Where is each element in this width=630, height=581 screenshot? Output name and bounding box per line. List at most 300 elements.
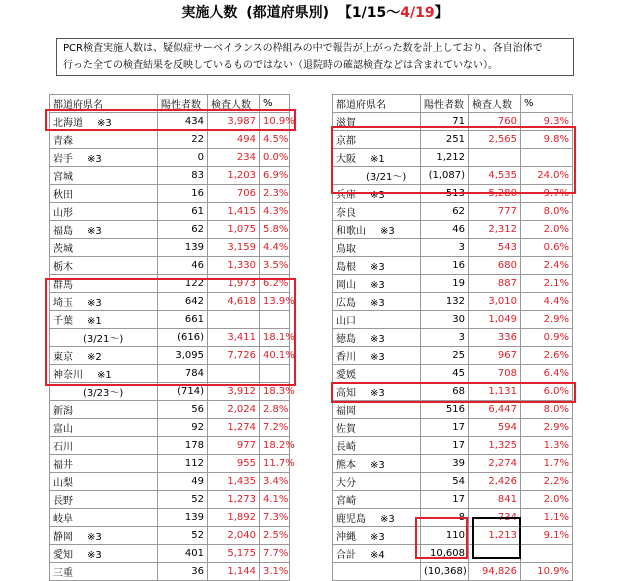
positive-count-cell: 22 [158,131,208,149]
prefecture-name: 熊本 [336,460,356,471]
positive-count-cell: 39 [421,455,469,473]
positive-count-cell: 178 [158,437,208,455]
positive-count-cell: 10,608 [421,545,469,563]
positive-count-cell: 434 [158,113,208,131]
test-count-cell: 955 [208,455,260,473]
prefecture-name: 香川 [336,352,356,363]
prefecture-cell [333,527,421,545]
table-row [50,545,290,563]
prefecture-cell [333,491,421,509]
prefecture-cell [50,437,158,455]
positive-count-cell: (10,368) [421,563,469,581]
table-row [333,239,573,257]
prefecture-cell [50,401,158,419]
prefecture-name: 京都 [336,136,356,147]
positive-count-cell: 8 [421,509,469,527]
note-line-2: 行った全ての検査結果を反映しているものではない（退院時の確認検査などは含まれていない）。 [63,60,498,71]
positive-count-cell: 784 [158,365,208,383]
prefecture-name: 兵庫 [336,190,356,201]
table-row [333,401,573,419]
test-count-cell: 2,565 [469,131,521,149]
header-cell: 都道府県名 [333,95,421,113]
prefecture-name: 静岡 [53,532,73,543]
prefecture-name: 新潟 [53,406,73,417]
table-row [50,203,290,221]
test-count-cell: 967 [469,347,521,365]
positive-count-cell: 513 [421,185,469,203]
percent-cell: 2.8% [260,401,290,419]
percent-cell: 7.3% [260,509,290,527]
prefecture-name: 高知 [336,388,356,399]
footnote-mark: ※3 [87,154,102,165]
header-cell: % [521,95,573,113]
positive-count-cell: 92 [158,419,208,437]
prefecture-name: 鹿児島 [336,514,366,525]
test-count-cell: 1,435 [208,473,260,491]
percent-cell: 3.4% [260,473,290,491]
positive-count-cell: (714) [158,383,208,401]
table-row [333,329,573,347]
positive-count-cell: 49 [158,473,208,491]
prefecture-name: 東京 [53,352,73,363]
footnote-mark: ※3 [370,532,385,543]
prefecture-name: 茨城 [53,244,73,255]
prefecture-name: 山形 [53,208,73,219]
footnote-mark: ※3 [370,280,385,291]
table-row [50,419,290,437]
footnote-mark: ※1 [97,370,112,381]
percent-cell [521,545,573,563]
footnote-mark: ※3 [370,298,385,309]
percent-cell: 4.1% [260,491,290,509]
test-count-cell: 1,330 [208,257,260,275]
prefecture-cell [50,167,158,185]
percent-cell: 8.0% [521,401,573,419]
table-row [333,311,573,329]
test-count-cell: 3,987 [208,113,260,131]
footnote-mark: ※1 [87,316,102,327]
header-cell: 都道府県名 [50,95,158,113]
prefecture-cell [50,221,158,239]
table-row [50,491,290,509]
positive-count-cell: 54 [421,473,469,491]
test-count-cell: 5,175 [208,545,260,563]
test-count-cell: 234 [208,149,260,167]
percent-cell: 11.7% [260,455,290,473]
test-count-cell: 887 [469,275,521,293]
percent-cell: 3.5% [260,257,290,275]
highlight-kansai-group [331,126,576,194]
prefecture-cell [50,509,158,527]
prefecture-cell [50,419,158,437]
prefecture-name: 三重 [53,568,73,579]
test-count-cell: 1,325 [469,437,521,455]
positive-count-cell: 62 [158,221,208,239]
prefecture-cell [333,455,421,473]
table-row [50,563,290,581]
positive-count-cell: 251 [421,131,469,149]
positive-count-cell: 17 [421,419,469,437]
positive-count-cell: (1,087) [421,167,469,185]
prefecture-cell [333,311,421,329]
prefecture-cell [50,257,158,275]
prefecture-name: 山口 [336,316,356,327]
prefecture-name: 群馬 [53,280,73,291]
test-count-cell: 4,618 [208,293,260,311]
test-count-cell: 94,826 [469,563,521,581]
note-line-1: PCR検査実施人数は、疑似症サーベイランスの枠組みの中で報告が上がった数を計上しており、各自治体で [63,43,543,54]
table-row [333,455,573,473]
title-main: 実施人数 [181,5,238,21]
positive-count-cell: 83 [158,167,208,185]
percent-cell: 6.2% [260,275,290,293]
prefecture-name: 大分 [336,478,356,489]
percent-cell: 6.0% [521,383,573,401]
header-cell: % [260,95,290,113]
positive-count-cell: 3,095 [158,347,208,365]
positive-count-cell: 36 [158,563,208,581]
prefecture-name: 徳島 [336,334,356,345]
positive-count-cell: 112 [158,455,208,473]
highlight-hokkaido [45,109,296,131]
positive-count-cell: 110 [421,527,469,545]
prefecture-name: 広島 [336,298,356,309]
prefecture-cell [333,545,421,563]
positive-count-cell: (616) [158,329,208,347]
positive-count-cell: 30 [421,311,469,329]
test-count-cell: 734 [469,509,521,527]
test-count-cell: 1,213 [469,527,521,545]
positive-count-cell: 25 [421,347,469,365]
percent-cell: 5.8% [260,221,290,239]
positive-count-cell: 122 [158,275,208,293]
percent-cell: 18.1% [260,329,290,347]
test-count-cell: 3,912 [208,383,260,401]
prefecture-cell [333,293,421,311]
positive-count-cell: 661 [158,311,208,329]
prefecture-name: 福岡 [336,406,356,417]
percent-cell: 7.7% [260,545,290,563]
footnote-mark: ※1 [370,154,385,165]
test-count-cell: 1,415 [208,203,260,221]
table-row [50,527,290,545]
positive-count-cell: 401 [158,545,208,563]
prefecture-name: 福島 [53,226,73,237]
prefecture-name: 岡山 [336,280,356,291]
positive-count-cell: 516 [421,401,469,419]
prefecture-name: 長崎 [336,442,356,453]
table-row [50,167,290,185]
percent-cell: 2.0% [521,221,573,239]
prefecture-name: 山梨 [53,478,73,489]
positive-count-cell: 3 [421,239,469,257]
percent-cell: 10.9% [260,113,290,131]
prefecture-name: 石川 [53,442,73,453]
highlight-total-positive [415,517,468,559]
table-row [50,509,290,527]
test-count-cell: 1,274 [208,419,260,437]
test-count-cell: 3,010 [469,293,521,311]
test-count-cell: 494 [208,131,260,149]
percent-cell: 6.9% [260,167,290,185]
percent-cell: 9.3% [521,113,573,131]
table-row [50,131,290,149]
percent-cell: 9.7% [521,185,573,203]
footnote-mark: ※3 [87,226,102,237]
test-count-cell: 4,535 [469,167,521,185]
percent-cell: 2.2% [521,473,573,491]
percent-cell: 0.0% [260,149,290,167]
prefecture-cell [333,239,421,257]
table-row [333,563,573,581]
prefecture-cell [333,437,421,455]
test-count-cell: 1,892 [208,509,260,527]
prefecture-name: 青森 [53,136,73,147]
test-count-cell: 760 [469,113,521,131]
prefecture-name: 秋田 [53,190,73,201]
percent-cell: 24.0% [521,167,573,185]
percent-cell: 2.5% [260,527,290,545]
test-count-cell: 777 [469,203,521,221]
test-count-cell: 1,203 [208,167,260,185]
footnote-mark: ※3 [370,460,385,471]
test-count-cell: 2,040 [208,527,260,545]
positive-count-cell: 52 [158,491,208,509]
percent-cell: 4.3% [260,203,290,221]
percent-cell: 18.3% [260,383,290,401]
percent-cell: 2.0% [521,491,573,509]
positive-count-cell: 61 [158,203,208,221]
percent-cell: 18.2% [260,437,290,455]
positive-count-cell: 45 [421,365,469,383]
prefecture-name: 宮城 [53,172,73,183]
test-count-cell: 977 [208,437,260,455]
prefecture-name: (3/23～) [83,388,124,399]
positive-count-cell: 19 [421,275,469,293]
percent-cell: 4.4% [260,239,290,257]
prefecture-name: 沖縄 [336,532,356,543]
prefecture-cell [333,275,421,293]
test-count-cell: 1,049 [469,311,521,329]
test-count-cell: 6,447 [469,401,521,419]
positive-count-cell: 71 [421,113,469,131]
positive-count-cell: 46 [158,257,208,275]
percent-cell: 2.3% [260,185,290,203]
percent-cell: 6.4% [521,365,573,383]
percent-cell: 8.0% [521,203,573,221]
highlight-fukuoka [331,382,576,403]
prefecture-cell [50,239,158,257]
positive-count-cell: 139 [158,509,208,527]
percent-cell: 1.3% [521,437,573,455]
percent-cell: 3.1% [260,563,290,581]
test-count-cell: 1,075 [208,221,260,239]
header-cell: 検査人数 [469,95,521,113]
prefecture-cell [50,455,158,473]
test-count-cell: 1,273 [208,491,260,509]
prefecture-name: 愛知 [53,550,73,561]
percent-cell: 9.8% [521,131,573,149]
test-count-cell: 3,159 [208,239,260,257]
prefecture-cell [50,185,158,203]
highlight-total-tests [472,517,521,559]
prefecture-name: 福井 [53,460,73,471]
test-count-cell: 2,312 [469,221,521,239]
prefecture-name: 滋賀 [336,118,356,129]
positive-count-cell: 17 [421,437,469,455]
prefecture-cell [50,545,158,563]
percent-cell: 9.1% [521,527,573,545]
percent-cell: 2.4% [521,257,573,275]
positive-count-cell: 132 [421,293,469,311]
prefecture-name: 岩手 [53,154,73,165]
prefecture-name: 岐阜 [53,514,73,525]
prefecture-cell [333,329,421,347]
table-row [333,365,573,383]
footnote-mark: ※3 [380,514,395,525]
percent-cell: 10.9% [521,563,573,581]
positive-count-cell: 17 [421,491,469,509]
percent-cell: 7.2% [260,419,290,437]
test-count-cell: 841 [469,491,521,509]
table-row [333,347,573,365]
test-count-cell: 1,973 [208,275,260,293]
footnote-mark: ※3 [97,118,112,129]
footnote-mark: ※3 [370,352,385,363]
prefecture-name: (3/21～) [366,172,407,183]
prefecture-cell [50,149,158,167]
footnote-mark: ※4 [370,550,385,561]
percent-cell: 4.5% [260,131,290,149]
prefecture-cell [50,473,158,491]
positive-count-cell: 1,212 [421,149,469,167]
percent-cell: 13.9% [260,293,290,311]
positive-count-cell: 642 [158,293,208,311]
positive-count-cell: 56 [158,401,208,419]
table-row [50,455,290,473]
highlight-kanto-group [45,278,296,386]
positive-count-cell: 52 [158,527,208,545]
prefecture-cell [333,563,421,581]
header-cell: 検査人数 [208,95,260,113]
footnote-mark: ※3 [370,190,385,201]
footnote-mark: ※3 [380,226,395,237]
prefecture-cell [333,509,421,527]
table-row [333,203,573,221]
prefecture-name: 奈良 [336,208,356,219]
table-row [50,257,290,275]
footnote-mark: ※3 [87,298,102,309]
percent-cell: 2.9% [521,311,573,329]
positive-count-cell: 0 [158,149,208,167]
prefecture-cell [333,419,421,437]
title-sub: (都道府県別) [246,5,330,21]
test-count-cell: 2,426 [469,473,521,491]
prefecture-name: 栃木 [53,262,73,273]
table-row [50,239,290,257]
test-count-cell: 1,131 [469,383,521,401]
prefecture-name: 宮崎 [336,496,356,507]
prefecture-name: 埼玉 [53,298,73,309]
table-row [50,185,290,203]
note-box [56,38,574,76]
test-count-cell: 5,280 [469,185,521,203]
prefecture-name: 千葉 [53,316,73,327]
test-count-cell: 2,274 [469,455,521,473]
test-count-cell: 1,144 [208,563,260,581]
prefecture-cell [333,401,421,419]
positive-count-cell: 16 [421,257,469,275]
footnote-mark: ※3 [87,532,102,543]
percent-cell: 2.1% [521,275,573,293]
prefecture-cell [333,221,421,239]
footnote-mark: ※3 [370,388,385,399]
prefecture-name: 大阪 [336,154,356,165]
table-row [50,437,290,455]
percent-cell: 40.1% [260,347,290,365]
positive-count-cell: 46 [421,221,469,239]
positive-count-cell: 3 [421,329,469,347]
prefecture-name: 神奈川 [53,370,83,381]
percent-cell: 1.7% [521,455,573,473]
test-count-cell: 336 [469,329,521,347]
table-row [50,401,290,419]
page-title [0,2,630,22]
test-count-cell: 594 [469,419,521,437]
prefecture-cell [333,347,421,365]
prefecture-name: 島根 [336,262,356,273]
positive-count-cell: 139 [158,239,208,257]
prefecture-name: (3/21～) [83,334,124,345]
test-count-cell: 708 [469,365,521,383]
prefecture-cell [50,527,158,545]
positive-count-cell: 68 [421,383,469,401]
table-row [333,473,573,491]
test-count-cell: 706 [208,185,260,203]
title-range: 【1/15～4/19】 [337,5,449,21]
prefecture-name: 和歌山 [336,226,366,237]
footnote-mark: ※3 [87,550,102,561]
prefecture-cell [50,491,158,509]
prefecture-cell [333,257,421,275]
percent-cell: 1.1% [521,509,573,527]
table-row [333,221,573,239]
percent-cell: 2.9% [521,419,573,437]
table-row [50,473,290,491]
footnote-mark: ※3 [370,262,385,273]
percent-cell: 0.6% [521,239,573,257]
test-count-cell: 543 [469,239,521,257]
prefecture-name: 愛媛 [336,370,356,381]
percent-cell: 0.9% [521,329,573,347]
prefecture-cell [333,473,421,491]
prefecture-cell [333,203,421,221]
prefecture-cell [333,365,421,383]
table-row [333,275,573,293]
prefecture-cell [50,203,158,221]
table-row [333,293,573,311]
prefecture-name: 佐賀 [336,424,356,435]
table-row [333,491,573,509]
percent-cell: 4.4% [521,293,573,311]
positive-count-cell: 16 [158,185,208,203]
prefecture-cell [50,131,158,149]
table-row [50,221,290,239]
footnote-mark: ※2 [87,352,102,363]
prefecture-name: 合計 [336,550,356,561]
test-count-cell: 2,024 [208,401,260,419]
table-row [333,437,573,455]
